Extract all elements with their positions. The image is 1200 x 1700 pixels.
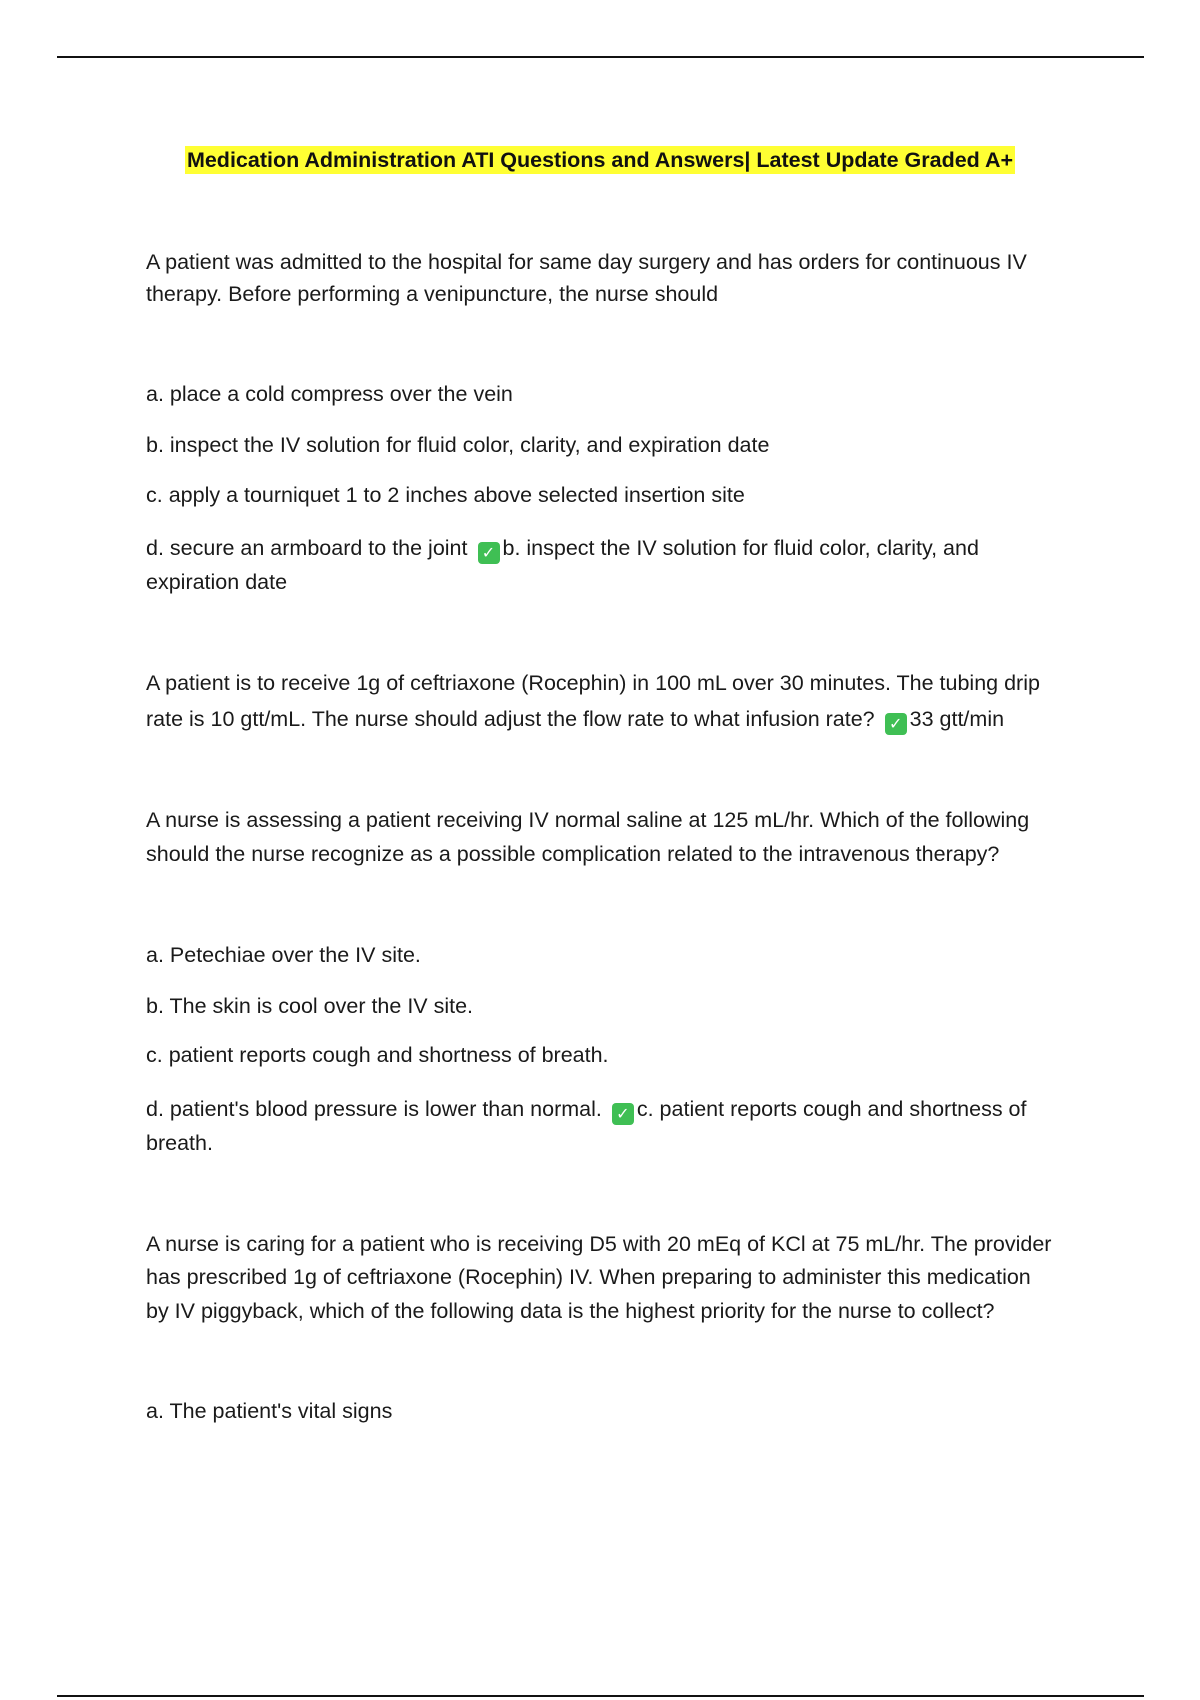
question-4-stem-line-3: by IV piggyback, which of the following data is the highest priority for the nurse to collect? xyxy=(146,1299,995,1323)
question-3-option-d: d. patient's blood pressure is lower than normal. xyxy=(146,1097,602,1121)
question-1-answer-line-1: b. inspect the IV solution for fluid color, clarity, and xyxy=(502,536,979,560)
question-2-stem-line-1: A patient is to receive 1g of ceftriaxone (Rocephin) in 100 mL over 30 minutes. The tubing drip xyxy=(146,671,1040,695)
question-1-option-d: d. secure an armboard to the joint xyxy=(146,536,468,560)
question-3-answer-line-2: breath. xyxy=(146,1131,213,1155)
question-3-option-d-row xyxy=(146,1092,1026,1126)
check-mark-icon: ✓ xyxy=(612,1103,634,1125)
question-1-stem-line-1: A patient was admitted to the hospital for same day surgery and has orders for continuous IV xyxy=(146,250,1027,274)
footer-rule xyxy=(57,1695,1144,1697)
question-4-option-a: a. The patient's vital signs xyxy=(146,1399,393,1423)
question-1-option-a: a. place a cold compress over the vein xyxy=(146,382,513,406)
question-2-answer: 33 gtt/min xyxy=(909,707,1005,731)
check-mark-icon: ✓ xyxy=(478,542,500,564)
question-4-stem-line-1: A nurse is caring for a patient who is receiving D5 with 20 mEq of KCl at 75 mL/hr. The provider xyxy=(146,1232,1052,1256)
question-3-stem-line-1: A nurse is assessing a patient receiving IV normal saline at 125 mL/hr. Which of the following xyxy=(146,808,1030,832)
title-block xyxy=(0,146,1200,174)
question-3-option-b: b. The skin is cool over the IV site. xyxy=(146,994,474,1018)
question-2-stem-row xyxy=(146,702,1004,736)
question-1-answer-line-2: expiration date xyxy=(146,570,288,594)
question-3-option-c: c. patient reports cough and shortness of breath. xyxy=(146,1043,609,1067)
question-1-option-d-row xyxy=(146,531,979,565)
question-1-option-c: c. apply a tourniquet 1 to 2 inches above selected insertion site xyxy=(146,483,745,507)
question-2-stem-line-2: rate is 10 gtt/mL. The nurse should adjust the flow rate to what infusion rate? xyxy=(146,707,875,731)
check-mark-icon: ✓ xyxy=(885,713,907,735)
question-3-stem-line-2: should the nurse recognize as a possible complication related to the intravenous therapy? xyxy=(146,842,1000,866)
question-3-answer-line-1: c. patient reports cough and shortness of xyxy=(636,1097,1027,1121)
question-3-option-a: a. Petechiae over the IV site. xyxy=(146,943,421,967)
question-4-stem-line-2: has prescribed 1g of ceftriaxone (Rocephin) IV. When preparing to administer this medication xyxy=(146,1265,1031,1289)
question-1-option-b: b. inspect the IV solution for fluid color, clarity, and expiration date xyxy=(146,433,770,457)
question-1-stem-line-2: therapy. Before performing a venipuncture, the nurse should xyxy=(146,282,719,306)
document-title: Medication Administration ATI Questions and Answers| Latest Update Graded A+ xyxy=(186,148,1014,172)
header-rule xyxy=(57,56,1144,58)
